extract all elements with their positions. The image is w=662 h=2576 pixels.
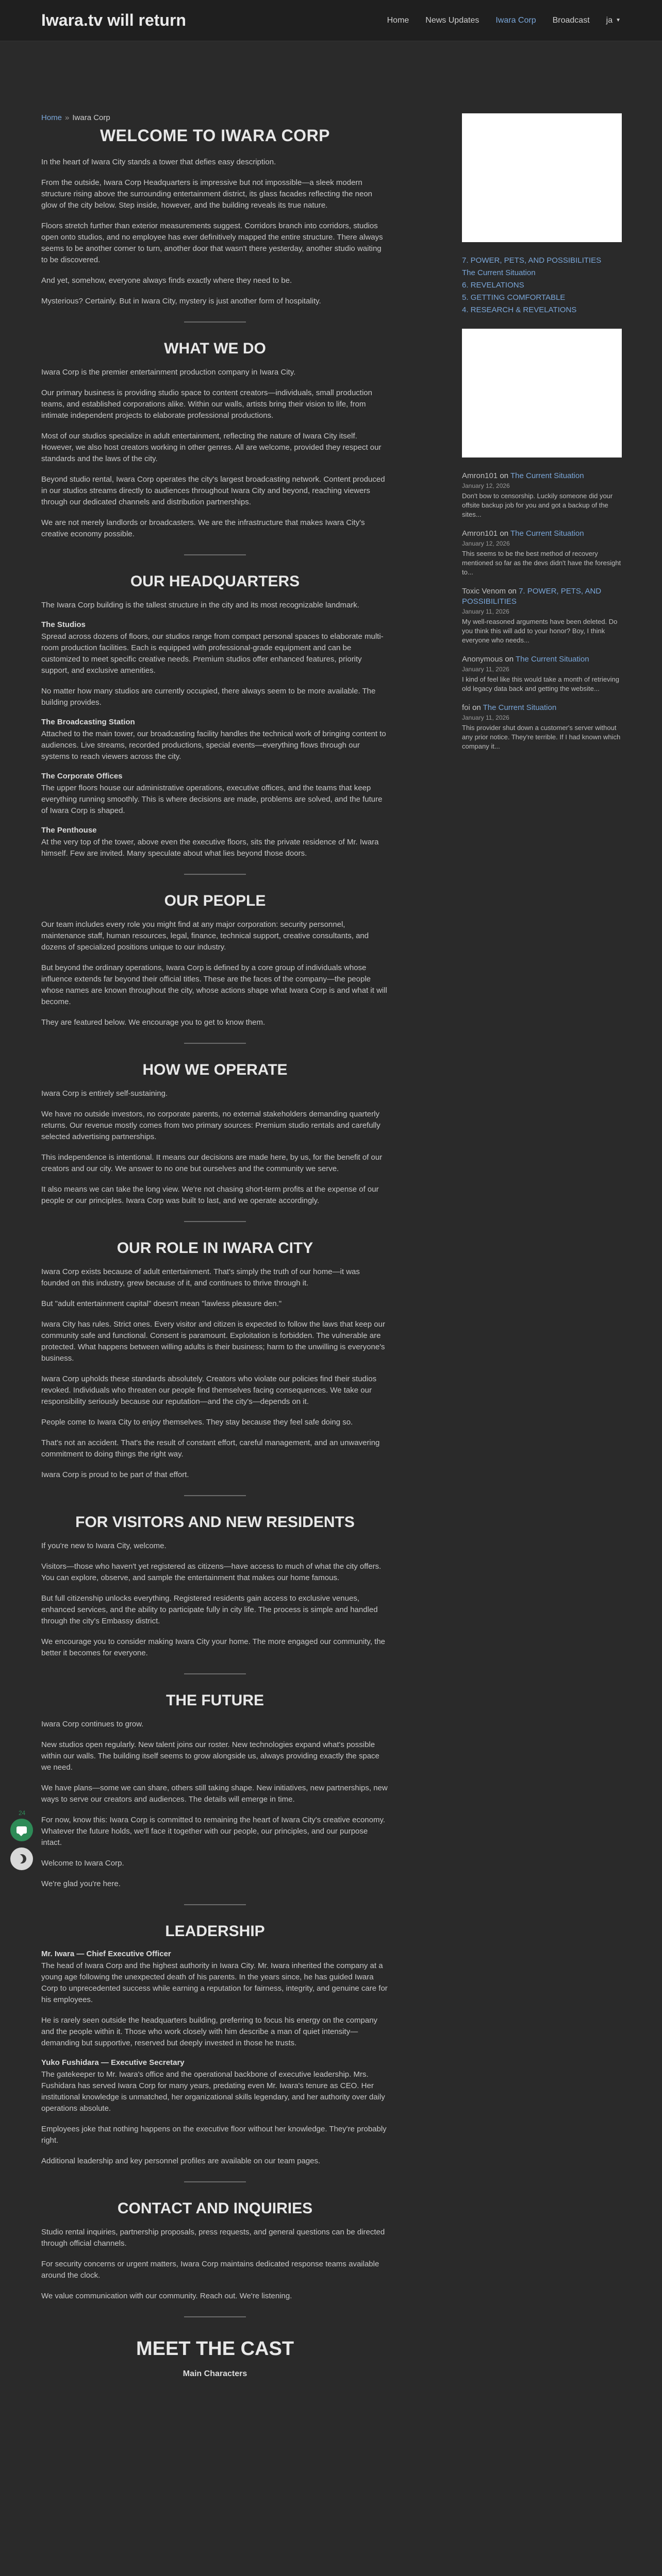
top-bar xyxy=(0,0,662,41)
paragraph: But "adult entertainment capital" doesn't mean "lawless pleasure den." xyxy=(41,1299,282,1308)
subheading-ceo: Mr. Iwara — Chief Executive Officer xyxy=(41,1950,171,1958)
paragraph: The Iwara Corp building is the tallest structure in the city and its most recognizable landmark. xyxy=(41,601,359,609)
subheading-penthouse: The Penthouse xyxy=(41,826,97,835)
subheading-studios: The Studios xyxy=(41,620,86,629)
paragraph: We have plans—some we can share, others still taking shape. New initiatives, new partnerships, new ways to serve our creators and audiences. The details will emerge in time. xyxy=(41,1784,388,1804)
paragraph: Iwara City has rules. Strict ones. Every visitor and citizen is expected to follow the laws that keep our community safe and functional. Consent is paramount. Exploitation is forbidden. The vulnerable are protected. What happens between willing adults is their business; harm to the unwilling is everyone's business. xyxy=(41,1320,385,1363)
paragraph: We are not merely landlords or broadcasters. We are the infrastructure that makes Iwara City's creative economy possible. xyxy=(41,518,365,538)
paragraph: Our team includes every role you might find at any major corporation: security personnel, maintenance staff, human resources, legal, finance, technical support, creative consultants, and dozens of specialized positions unique to our industry. xyxy=(41,920,369,952)
paragraph: No matter how many studios are currently occupied, there always seem to be more available. The building provides. xyxy=(41,687,376,707)
comment-author: foi xyxy=(462,703,470,712)
paragraph: We have no outside investors, no corporate parents, no external stakeholders demanding quarterly returns. Our revenue mostly comes from two primary sources: Premium studio rentals and carefully selected advertising partnerships. xyxy=(41,1110,380,1141)
comment-author: Amron101 xyxy=(462,529,498,538)
breadcrumb xyxy=(41,113,389,122)
intro-paragraph: Mysterious? Certainly. But in Iwara City, mystery is just another form of hospitality. xyxy=(41,297,321,306)
breadcrumb-separator: » xyxy=(65,113,70,122)
paragraph: Visitors—those who haven't yet registered as citizens—have access to much of what the city offers. You can explore, observe, and sample the entertainment that makes our home famous. xyxy=(41,1562,382,1582)
intro-paragraph: Floors stretch further than exterior measurements suggest. Corridors branch into corridors, studios open onto studios, and no employee has ever definitively mapped the entire structure. There always seems to be another corner to turn, another door that wasn't there yesterday, another studio waiting to be discovered. xyxy=(41,222,383,264)
subheading-broadcasting: The Broadcasting Station xyxy=(41,718,135,726)
paragraph: At the very top of the tower, above even the executive floors, sits the private residence of Mr. Iwara himself. Few are invited. Many speculate about what lies beyond those doors. xyxy=(41,838,379,858)
moon-icon xyxy=(15,1853,27,1865)
paragraph: That's not an accident. That's the result of constant effort, careful management, and an unwavering commitment to doing things the right way. xyxy=(41,1438,380,1459)
paragraph: It also means we can take the long view. We're not chasing short-term profits at the expense of our people or our principles. Iwara Corp was built to last, and we operate accordingly. xyxy=(41,1185,379,1205)
section-divider xyxy=(184,874,246,875)
paragraph: Iwara Corp exists because of adult entertainment. That's simply the truth of our home—it was founded on this industry, grew because of it, and continues to thrive through it. xyxy=(41,1267,360,1287)
section-title-people: OUR PEOPLE xyxy=(164,892,266,909)
intro-paragraph: And yet, somehow, everyone always finds exactly where they need to be. xyxy=(41,276,292,285)
comment-post-link[interactable]: The Current Situation xyxy=(515,655,589,664)
paragraph: But beyond the ordinary operations, Iwara Corp is defined by a core group of individuals whose influence extends far beyond their official titles. These are the faces of the company—the people whose names are known throughout the city, whose actions shape what Iwara Corp is and what it will become. xyxy=(41,963,387,1006)
paragraph: Spread across dozens of floors, our studios range from compact personal spaces to elaborate multi-room production facilities. Each is equipped with professional-grade equipment and can be customized to meet specific creative needs. Premium studios offer enhanced features, priority support, and exclusive amenities. xyxy=(41,632,384,675)
subheading-secretary: Yuko Fushidara — Executive Secretary xyxy=(41,2058,185,2067)
comment-count: 24 xyxy=(19,1809,26,1817)
paragraph: But full citizenship unlocks everything. Registered residents gain access to exclusive venues, enhanced services, and the ability to participate fully in city life. The process is simple and handled through the city's Embassy district. xyxy=(41,1594,378,1625)
comment-date: January 11, 2026 xyxy=(462,714,509,721)
nav-broadcast[interactable]: Broadcast xyxy=(552,15,590,25)
comment-date: January 12, 2026 xyxy=(462,482,510,489)
section-divider xyxy=(184,1495,246,1496)
section-title-headquarters: OUR HEADQUARTERS xyxy=(130,573,300,590)
comment-excerpt: My well-reasoned arguments have been deleted. Do you think this will add to your honor? Boy, I think everyone who needs... xyxy=(462,618,618,644)
site-title[interactable]: Iwara.tv will return xyxy=(41,11,186,29)
paragraph: The head of Iwara Corp and the highest authority in Iwara City. Mr. Iwara inherited the company at a young age following the unexpected death of his parents. In the years since, he has guided Iwara Corp to unprecedented success while earning a reputation for fairness, integrity, and genuine care for his employees. xyxy=(41,1961,388,2004)
comment-date: January 11, 2026 xyxy=(462,666,509,673)
language-label: ja xyxy=(606,15,613,25)
comment-date: January 11, 2026 xyxy=(462,608,509,615)
section-divider xyxy=(184,1673,246,1674)
paragraph: This independence is intentional. It means our decisions are made here, by us, for the benefit of our creators and our city. We answer to no one but ourselves and the community we serve. xyxy=(41,1153,383,1173)
section-divider xyxy=(184,1043,246,1044)
paragraph: Iwara Corp is proud to be part of that effort. xyxy=(41,1470,189,1479)
recent-comment xyxy=(462,654,622,693)
section-title-role: OUR ROLE IN IWARA CITY xyxy=(117,1240,313,1257)
comment-date: January 12, 2026 xyxy=(462,540,510,547)
paragraph: Additional leadership and key personnel profiles are available on our team pages. xyxy=(41,2157,321,2165)
language-switcher[interactable] xyxy=(606,16,621,25)
nav-news-updates[interactable]: News Updates xyxy=(425,15,479,25)
section-title-contact: CONTACT AND INQUIRIES xyxy=(117,2200,313,2217)
paragraph: We encourage you to consider making Iwara City your home. The more engaged our community, the better it becomes for everyone. xyxy=(41,1637,386,1657)
section-divider xyxy=(184,554,246,555)
section-divider xyxy=(184,2316,246,2317)
comment-on: on xyxy=(500,529,509,538)
nav-home[interactable]: Home xyxy=(387,15,409,25)
section-title-operate: HOW WE OPERATE xyxy=(142,1061,288,1078)
recent-posts xyxy=(462,255,622,316)
section-title-what-we-do: WHAT WE DO xyxy=(164,340,266,357)
comment-excerpt: This seems to be the best method of recovery mentioned so far as the devs didn't have the foresight to... xyxy=(462,550,621,576)
floating-buttons xyxy=(10,1809,36,1870)
sidebar xyxy=(462,113,622,760)
paragraph: We're glad you're here. xyxy=(41,1879,121,1888)
ad-placeholder xyxy=(462,113,622,242)
paragraph: The upper floors house our administrative operations, executive offices, and the teams that keep everything running smoothly. This is where decisions are made, problems are solved, and the future of Iwara Corp is shaped. xyxy=(41,784,383,815)
paragraph: People come to Iwara City to enjoy themselves. They stay because they feel safe doing so. xyxy=(41,1418,353,1427)
paragraph: Iwara Corp upholds these standards absolutely. Creators who violate our policies find their studios revoked. Individuals who threaten our people find themselves facing consequences. We take our responsibility seriously because our reputation—and the city's—depends on it. xyxy=(41,1375,377,1406)
paragraph: Iwara Corp is the premier entertainment production company in Iwara City. xyxy=(41,368,296,377)
section-divider xyxy=(184,2181,246,2182)
nav-iwara-corp[interactable]: Iwara Corp xyxy=(495,15,536,25)
comment-author: Anonymous xyxy=(462,655,503,664)
ad-placeholder xyxy=(462,329,622,457)
chevron-down-icon: ▼ xyxy=(616,18,621,23)
section-divider xyxy=(184,321,246,323)
comment-on: on xyxy=(500,471,509,480)
recent-post-link[interactable]: 6. REVELATIONS xyxy=(462,281,524,290)
main-content xyxy=(41,113,389,2379)
paragraph: If you're new to Iwara City, welcome. xyxy=(41,1541,167,1550)
breadcrumb-current: Iwara Corp xyxy=(72,113,110,122)
paragraph: New studios open regularly. New talent joins our roster. New technologies expand what's possible within our walls. The building itself seems to grow alongside us, always providing exactly the space we need. xyxy=(41,1740,379,1772)
recent-comment xyxy=(462,529,622,577)
paragraph: Employees joke that nothing happens on the executive floor without her knowledge. They're probably right. xyxy=(41,2125,387,2145)
comment-excerpt: I kind of feel like this would take a month of retrieving old legacy data back and getting the website... xyxy=(462,675,619,692)
paragraph: Beyond studio rental, Iwara Corp operates the city's largest broadcasting network. Content produced in our studios streams directly to audiences throughout Iwara City and beyond, reaching viewers through our dedicated channels and distribution partnerships. xyxy=(41,475,385,506)
recent-post-link[interactable]: The Current Situation xyxy=(462,268,536,277)
cast-subtitle: Main Characters xyxy=(183,2369,247,2378)
section-title-visitors: FOR VISITORS AND NEW RESIDENTS xyxy=(75,1514,355,1531)
comment-on: on xyxy=(472,703,481,712)
comments-button[interactable] xyxy=(10,1809,33,1841)
paragraph: The gatekeeper to Mr. Iwara's office and the operational backbone of executive leadership. Mrs. Fushidara has served Iwara Corp for many years, predating even Mr. Iwara's tenure as CEO. Her institutional knowledge is unmatched, her organizational skills legendary, and her authority over daily operations absolute. xyxy=(41,2070,385,2113)
comment-author: Toxic Venom xyxy=(462,587,506,596)
paragraph: We value communication with our community. Reach out. We're listening. xyxy=(41,2292,292,2300)
comment-on: on xyxy=(505,655,514,664)
comment-excerpt: Don't bow to censorship. Luckily someone did your offsite backup job for you and got a backup of the sites... xyxy=(462,492,613,518)
page-title: WELCOME TO IWARA CORP xyxy=(100,126,330,145)
paragraph: Studio rental inquiries, partnership proposals, press requests, and general questions can be directed through official channels. xyxy=(41,2228,385,2248)
comment-author: Amron101 xyxy=(462,471,498,480)
subheading-offices: The Corporate Offices xyxy=(41,772,123,781)
recent-post-link[interactable]: 7. POWER, PETS, AND POSSIBILITIES xyxy=(462,256,602,265)
comment-post-link[interactable]: The Current Situation xyxy=(483,703,557,712)
comment-post-link[interactable]: The Current Situation xyxy=(510,471,584,480)
comment-on: on xyxy=(508,587,517,596)
comment-post-link[interactable]: 7. POWER, PETS, AND POSSIBILITIES xyxy=(462,587,602,606)
paragraph: They are featured below. We encourage you to get to know them. xyxy=(41,1018,266,1027)
breadcrumb-home[interactable]: Home xyxy=(41,113,62,122)
intro-paragraph: From the outside, Iwara Corp Headquarters is impressive but not impossible—a sleek modern structure rising above the surrounding entertainment district, its glass facades reflecting the neon glow of the city below. Step inside, however, and the building reveals its true nature. xyxy=(41,178,373,210)
recent-post-link[interactable]: 5. GETTING COMFORTABLE xyxy=(462,293,566,302)
main-nav xyxy=(387,16,621,25)
recent-comment xyxy=(462,471,622,519)
paragraph: For now, know this: Iwara Corp is committed to remaining the heart of Iwara City's creative economy. Whatever the future holds, we'll face it together with our people, our principles, and our purpose intact. xyxy=(41,1816,386,1847)
recent-comment xyxy=(462,586,622,645)
section-divider xyxy=(184,1221,246,1222)
paragraph: Welcome to Iwara Corp. xyxy=(41,1859,124,1868)
section-divider xyxy=(184,1904,246,1905)
paragraph: Iwara Corp is entirely self-sustaining. xyxy=(41,1089,168,1098)
paragraph: Iwara Corp continues to grow. xyxy=(41,1720,144,1728)
paragraph: Most of our studios specialize in adult entertainment, reflecting the nature of Iwara City itself. However, we also host creators working in other genres. All are welcome, provided they respect our standards and the laws of the city. xyxy=(41,432,382,463)
paragraph: He is rarely seen outside the headquarters building, preferring to focus his energy on the company and the people within it. Those who work closely with him describe a man of quiet intensity—demanding but supportive, reserved but deeply invested in those he trusts. xyxy=(41,2016,378,2047)
comment-excerpt: This provider shut down a customer's server without any prior notice. They're terrible. If I had known which company it... xyxy=(462,724,621,750)
dark-mode-toggle[interactable] xyxy=(10,1848,33,1870)
paragraph: Our primary business is providing studio space to content creators—individuals, small production teams, and established corporations alike. Within our walls, artists bring their vision to life, from intimate independent projects to elaborate professional productions. xyxy=(41,388,372,420)
section-title-leadership: LEADERSHIP xyxy=(165,1923,265,1940)
recent-post-link[interactable]: 4. RESEARCH & REVELATIONS xyxy=(462,306,577,314)
paragraph: Attached to the main tower, our broadcasting facility handles the technical work of bringing content to audiences. Live streams, recorded productions, special events—everything flows through our systems to reach viewers across the city. xyxy=(41,730,386,761)
chat-bubble-icon xyxy=(16,1826,27,1834)
section-title-future: THE FUTURE xyxy=(166,1692,264,1709)
intro-paragraph: In the heart of Iwara City stands a tower that defies easy description. xyxy=(41,158,276,166)
section-title-cast: MEET THE CAST xyxy=(136,2338,294,2360)
comment-post-link[interactable]: The Current Situation xyxy=(510,529,584,538)
recent-comment xyxy=(462,703,622,751)
paragraph: For security concerns or urgent matters, Iwara Corp maintains dedicated response teams available around the clock. xyxy=(41,2260,379,2280)
